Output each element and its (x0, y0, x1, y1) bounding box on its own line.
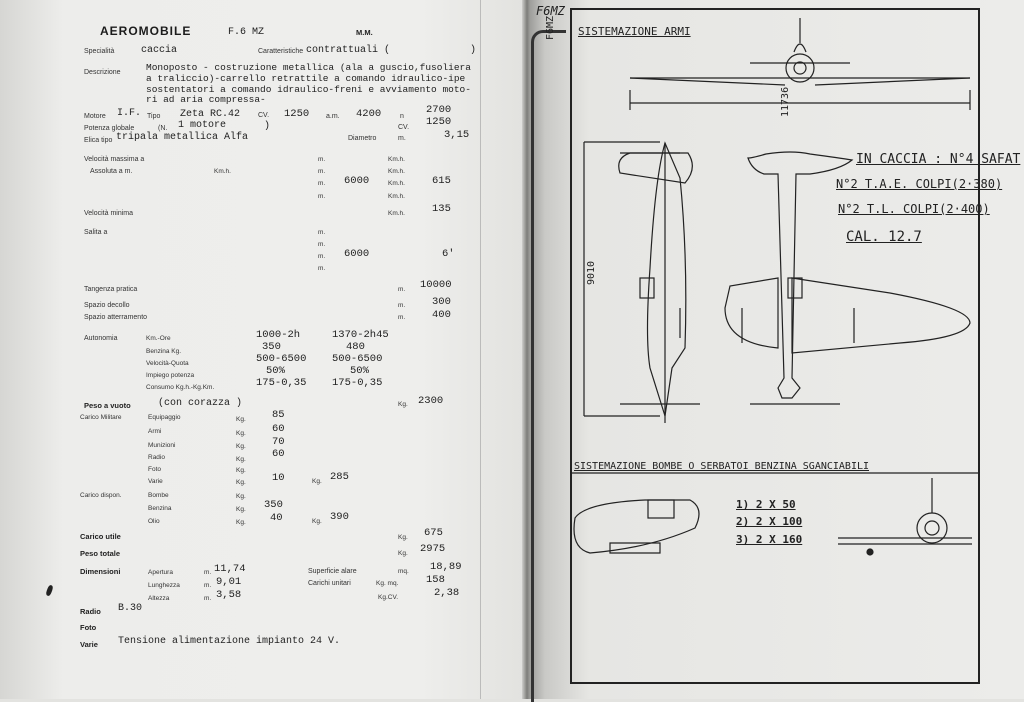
salita-value: 6' (442, 248, 455, 260)
list-item-value: 10 (272, 472, 285, 484)
carichi-value: 158 (426, 574, 445, 586)
caratteristiche-close: ) (470, 45, 477, 56)
list-item-label: Altezza (148, 595, 170, 602)
velocita-minima-value: 135 (432, 203, 451, 215)
autonomia-row-label: Km.-Ore (146, 335, 171, 342)
motore-cv-label: CV. (258, 112, 270, 119)
motore-name: Zeta RC.42 (180, 109, 241, 120)
motore-n-value: 2700 (426, 104, 452, 116)
list-item-value: 60 (272, 423, 285, 435)
descrizione-line-4: ri ad aria compressa- (146, 94, 266, 105)
aircraft-drawing (570, 8, 980, 698)
velocita-m-1: m. (318, 156, 326, 163)
velocita-m-2: m. (318, 168, 326, 175)
autonomia-cell: 500-6500 (332, 353, 383, 365)
list-item-label: Radio (148, 454, 165, 461)
velocita-unit-4: Km.h. (388, 193, 405, 200)
list-item-unit: m. (204, 569, 212, 576)
superficie-value: 18,89 (430, 561, 462, 573)
list-item-unit: Kg. (236, 506, 246, 513)
list-item-label: Benzina (148, 505, 172, 512)
elica-label: Elica tipo (84, 137, 113, 144)
foto-label: Foto (80, 623, 97, 632)
frame-tag: F6MZ (545, 15, 556, 40)
autonomia-label: Autonomia (84, 335, 118, 342)
potenza-label: Potenza globale (84, 125, 135, 132)
autonomia-cell: 500-6500 (256, 353, 307, 365)
salita-m-4: m. (318, 265, 326, 272)
velocita-unit-2: Km.h. (388, 168, 405, 175)
list-item-label: Armi (148, 428, 162, 435)
decollo-value: 300 (432, 296, 451, 308)
list-item-value: 40 (270, 512, 283, 524)
carico-militare-total-unit: Kg. (312, 478, 322, 485)
peso-vuoto-note: (con corazza ) (158, 398, 243, 409)
list-item-label: Apertura (148, 569, 173, 576)
caratteristiche-value: contrattuali ( (306, 45, 391, 56)
autonomia-cell: 175-0,35 (332, 377, 383, 389)
carico-dispon-label: Carico dispon. (80, 492, 122, 499)
armi-title: SISTEMAZIONE ARMI (578, 25, 691, 38)
potenza-prefix: (N. (158, 125, 168, 132)
diametro-value: 3,15 (444, 129, 470, 141)
motore-am-value: 4200 (356, 108, 382, 120)
bombe-option-3: 3) 2 X 160 (736, 533, 803, 546)
list-item-unit: Kg. (236, 519, 246, 526)
motore-cv-value: 1250 (284, 108, 310, 120)
list-item-value: 350 (264, 499, 283, 511)
kgcv-value: 2,38 (434, 587, 460, 599)
list-item-value: 60 (272, 448, 285, 460)
doc-title: AEROMOBILE (100, 24, 192, 38)
bombe-option-2: 2) 2 X 100 (736, 515, 803, 528)
armi-note-3: N°2 T.L. COLPI(2·400) (838, 202, 990, 216)
motore-n-label: n (400, 113, 404, 120)
list-item-unit: Kg. (236, 430, 246, 437)
motore-cv2-label: CV. (398, 124, 410, 131)
motore-label: Motore (84, 113, 106, 120)
potenza-value: 1 motore (178, 120, 227, 131)
span-dimension: 11736 (780, 86, 791, 117)
list-item-label: Bombe (148, 492, 169, 499)
peso-totale-value: 2975 (420, 543, 446, 555)
bomb-front-view (838, 478, 972, 555)
salita-m-3: m. (318, 253, 326, 260)
dimensioni-label: Dimensioni (80, 567, 121, 576)
corner-tag: F6MZ (536, 4, 565, 18)
tangenza-value: 10000 (420, 279, 452, 291)
carico-dispon-total-unit: Kg. (312, 518, 322, 525)
autonomia-cell: 350 (262, 341, 281, 353)
autonomia-row-label: Velocità-Quota (146, 360, 189, 367)
carico-utile-label: Carico utile (80, 532, 121, 541)
peso-totale-label: Peso totale (80, 549, 121, 558)
list-item-value: 11,74 (214, 563, 246, 575)
velocita-label: Velocità massima a (84, 156, 145, 163)
velocita-value: 615 (432, 175, 451, 187)
list-item-label: Olio (148, 518, 160, 525)
motore-am-label: a.m. (326, 113, 340, 120)
motore-cv2-value: 1250 (426, 116, 452, 128)
list-item-unit: Kg. (236, 479, 246, 486)
motore-type-label: Tipo (147, 113, 161, 120)
front-view (630, 18, 970, 110)
list-item-unit: m. (204, 582, 212, 589)
list-item-value: 85 (272, 409, 285, 421)
bombe-option-1: 1) 2 X 50 (736, 498, 796, 511)
mm-label: M.M. (356, 28, 373, 37)
peso-vuoto-label: Peso a vuoto (84, 401, 131, 410)
decollo-unit: m. (398, 302, 406, 309)
carico-dispon-total: 390 (330, 511, 349, 523)
autonomia-cell: 50% (350, 365, 369, 377)
varie-value: Tensione alimentazione impianto 24 V. (118, 636, 341, 647)
atterramento-unit: m. (398, 314, 406, 321)
velocita-minima-label: Velocità minima (84, 210, 134, 217)
list-item-unit: Kg. (236, 416, 246, 423)
velocita-unit-1: Km.h. (388, 156, 405, 163)
list-item-value: 3,58 (216, 589, 242, 601)
superficie-unit: mq. (398, 568, 409, 575)
velocita-m-3: m. (318, 180, 326, 187)
armi-note-1: IN CACCIA : N°4 SAFAT (856, 152, 1021, 167)
specialita-value: caccia (141, 45, 178, 56)
radio-label: Radio (80, 607, 101, 616)
armi-note-4: CAL. 12.7 (846, 229, 922, 245)
velocita-unit-3: Km.h. (388, 180, 405, 187)
atterramento-value: 400 (432, 309, 451, 321)
binding-edge (531, 30, 566, 702)
list-item-label: Equipaggio (148, 414, 181, 421)
autonomia-row-label: Impiego potenza (146, 372, 195, 379)
salita-alt: 6000 (344, 248, 370, 260)
autonomia-cell: 175-0,35 (256, 377, 307, 389)
carichi-label: Carichi unitari (308, 580, 351, 587)
carico-militare-label: Carico Militare (80, 414, 122, 421)
peso-totale-unit: Kg. (398, 550, 408, 557)
descrizione-line-1: Monoposto - costruzione metallica (ala a guscio,fusoliera (146, 62, 471, 73)
varie-label: Varie (80, 640, 98, 649)
carichi-unit: Kg. mq. (376, 580, 399, 587)
descrizione-line-3: sostentatori a comando idraulico-freni e avviamento moto- (146, 84, 471, 95)
list-item-value: 9,01 (216, 576, 242, 588)
list-item-unit: Kg. (236, 443, 246, 450)
salita-m-2: m. (318, 241, 326, 248)
potenza-close: ) (264, 121, 271, 132)
velocita-m-4: m. (318, 193, 326, 200)
list-item-unit: Kg. (236, 456, 246, 463)
autonomia-row-label: Consumo Kg.h.-Kg.Km. (146, 384, 215, 391)
model-name: F.6 MZ (228, 27, 265, 38)
velocita-kmh-label: Km.h. (214, 168, 231, 175)
list-item-value: 70 (272, 436, 285, 448)
specialita-label: Specialità (84, 48, 115, 55)
bombe-title: SISTEMAZIONE BOMBE O SERBATOI BENZINA SGANCIABILI (574, 461, 870, 472)
caratteristiche-label: Caratteristiche (258, 48, 304, 55)
list-item-label: Foto (148, 466, 162, 473)
page-fold-line (480, 0, 481, 699)
tangenza-label: Tangenza pratica (84, 286, 138, 293)
atterramento-label: Spazio atterramento (84, 314, 148, 321)
autonomia-cell: 1000-2h (256, 329, 301, 341)
list-item-unit: Kg. (236, 467, 246, 474)
superficie-label: Superficie alare (308, 568, 357, 575)
bomb-side-view (574, 500, 699, 553)
autonomia-cell: 480 (346, 341, 365, 353)
list-item-unit: Kg. (236, 493, 246, 500)
list-item-label: Varie (148, 478, 163, 485)
list-item-label: Munizioni (148, 442, 176, 449)
peso-vuoto-value: 2300 (418, 395, 444, 407)
list-item-label: Lunghezza (148, 582, 180, 589)
kgcv-unit: Kg.CV. (378, 594, 398, 601)
salita-m-1: m. (318, 229, 326, 236)
carico-utile-value: 675 (424, 527, 443, 539)
carico-utile-unit: Kg. (398, 534, 408, 541)
decollo-label: Spazio decollo (84, 302, 130, 309)
length-dimension: 9010 (586, 260, 597, 285)
autonomia-cell: 1370-2h45 (332, 329, 389, 341)
radio-value: B.30 (118, 603, 143, 614)
diametro-label: Diametro (348, 135, 377, 142)
autonomia-cell: 50% (266, 365, 285, 377)
list-item-unit: m. (204, 595, 212, 602)
armi-note-2: N°2 T.A.E. COLPI(2·380) (836, 177, 1003, 191)
velocita-alt: 6000 (344, 175, 370, 187)
descrizione-label: Descrizione (84, 69, 121, 76)
diametro-unit: m. (398, 135, 406, 142)
autonomia-row-label: Benzina Kg. (146, 348, 182, 355)
velocita-assoluta-label: Assoluta a m. (90, 168, 133, 175)
carico-militare-total: 285 (330, 471, 349, 483)
side-view (584, 142, 700, 423)
salita-label: Salita a (84, 229, 108, 236)
tangenza-unit: m. (398, 286, 406, 293)
elica-value: tripala metallica Alfa (116, 132, 249, 143)
motore-type-value: I.F. (117, 108, 142, 119)
velocita-minima-unit: Km.h. (388, 210, 405, 217)
descrizione-line-2: a traliccio)-carrello retrattile a comando idraulico-ipe (146, 73, 466, 84)
peso-vuoto-unit: Kg. (398, 401, 408, 408)
